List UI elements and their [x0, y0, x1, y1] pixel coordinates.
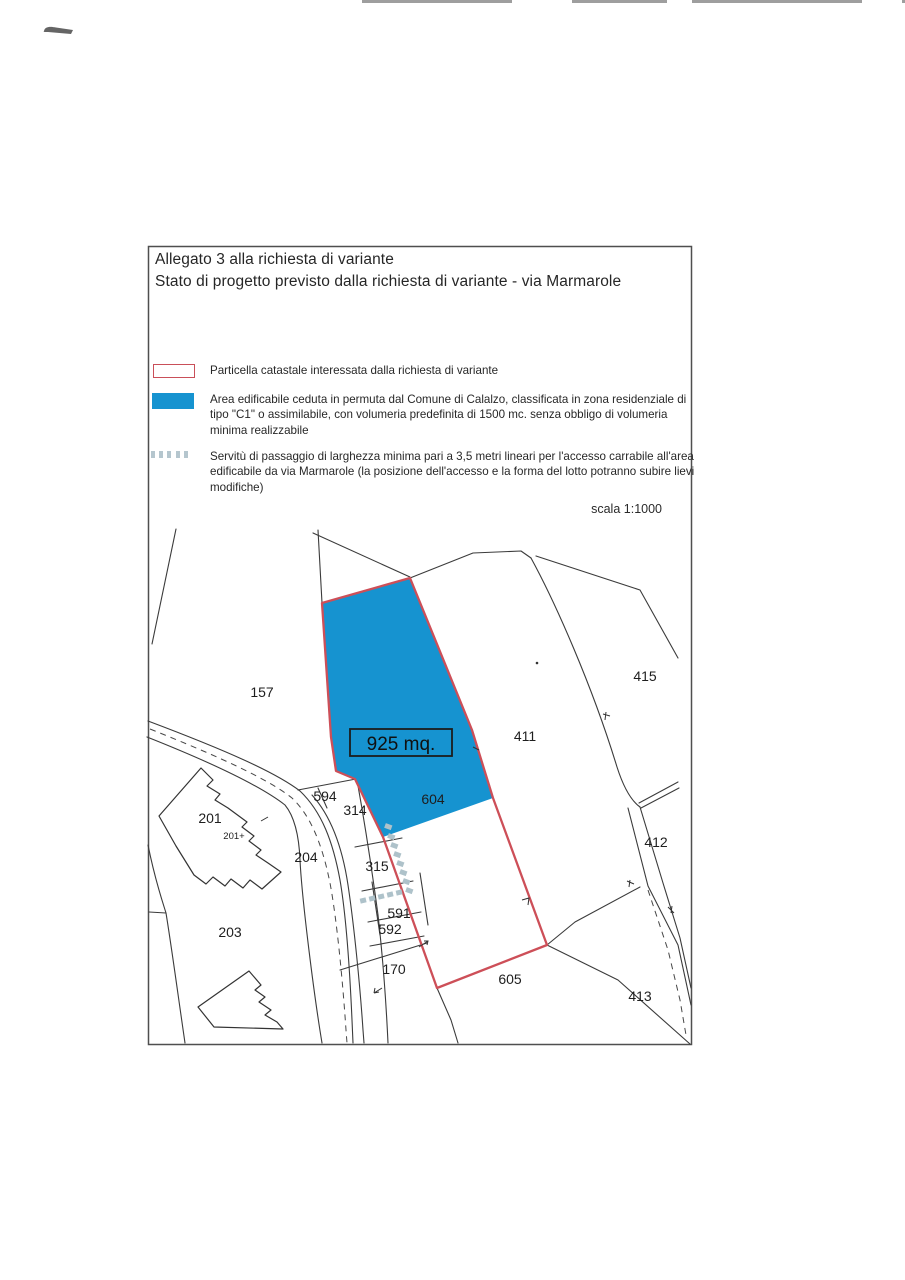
- parcel-label-157: 157: [250, 684, 274, 700]
- boundary-line: [639, 782, 678, 803]
- legend-item-servitu: Servitù di passaggio di larghezza minima pari a 3,5 metri lineari per l'accesso carrabile all'area edificabile da via Marmarole (la posizione dell'accesso e la forma del lotto potranno subire lievi modifiche): [210, 450, 695, 494]
- parcel-label-201plus: 201+: [223, 831, 245, 842]
- road-edge: [148, 721, 353, 1043]
- pen-mark: [44, 27, 73, 34]
- title-line-1: Allegato 3 alla richiesta di variante: [155, 251, 394, 268]
- parcel-label-314: 314: [343, 802, 367, 818]
- legend-item-particella: Particella catastale interessata dalla richiesta di variante: [210, 364, 499, 377]
- title-line-2: Stato di progetto previsto dalla richiesta di variante - via Marmarole: [155, 273, 622, 290]
- parcel-label-594: 594: [313, 788, 337, 804]
- boundary-line: [641, 788, 679, 808]
- legend-swatch-area-edificabile: [152, 393, 194, 409]
- boundary-line: [410, 551, 531, 578]
- boundary-line: [148, 845, 185, 1043]
- parcel-label-411: 411: [513, 728, 537, 744]
- boundary-line: [437, 988, 458, 1043]
- boundary-line: [536, 556, 678, 658]
- building-203: [198, 971, 283, 1029]
- parcel-label-203: 203: [218, 924, 242, 940]
- boundary-line: [318, 530, 322, 603]
- parcel-label-604: 604: [421, 791, 445, 807]
- parcel-label-592: 592: [378, 921, 402, 937]
- boundary-line: [547, 945, 690, 1044]
- boundary-line: [152, 529, 176, 644]
- parcel-label-605: 605: [498, 971, 522, 987]
- road-edge: [147, 737, 322, 1043]
- parcel-label-415: 415: [633, 668, 657, 684]
- boundary-line: [149, 912, 166, 913]
- boundary-line: [531, 558, 640, 807]
- parcel-label-591: 591: [387, 905, 411, 921]
- boundary-line: [313, 533, 410, 577]
- parcel-label-201: 201: [198, 810, 222, 826]
- parcel-label-413: 413: [628, 988, 652, 1004]
- legend-swatch-servitu: [151, 451, 199, 459]
- parcel-label-412: 412: [644, 834, 668, 850]
- boundary-line: [370, 936, 424, 946]
- scale-note: scala 1:1000: [591, 502, 662, 516]
- parcel-label-170: 170: [382, 961, 406, 977]
- legend-item-area-edificabile: Area edificabile ceduta in permuta dal Comune di Calalzo, classificata in zona residenziale di tipo "C1" o assimilabile, con volumeria predefinita di 1500 mc. senza obbligo di volumeria minima realizzabile: [210, 393, 687, 437]
- blue-edificabile-area: [322, 578, 493, 837]
- survey-ticks: [261, 662, 674, 993]
- document-title: [155, 249, 621, 293]
- legend-swatch-particella: [153, 364, 195, 378]
- building-201: [159, 768, 281, 889]
- road-edge: [312, 795, 364, 1043]
- parcel-label-204: 204: [294, 849, 318, 865]
- parcel-label-315: 315: [365, 858, 389, 874]
- boundary-line: [547, 887, 640, 945]
- area-label: 925 mq.: [366, 734, 436, 755]
